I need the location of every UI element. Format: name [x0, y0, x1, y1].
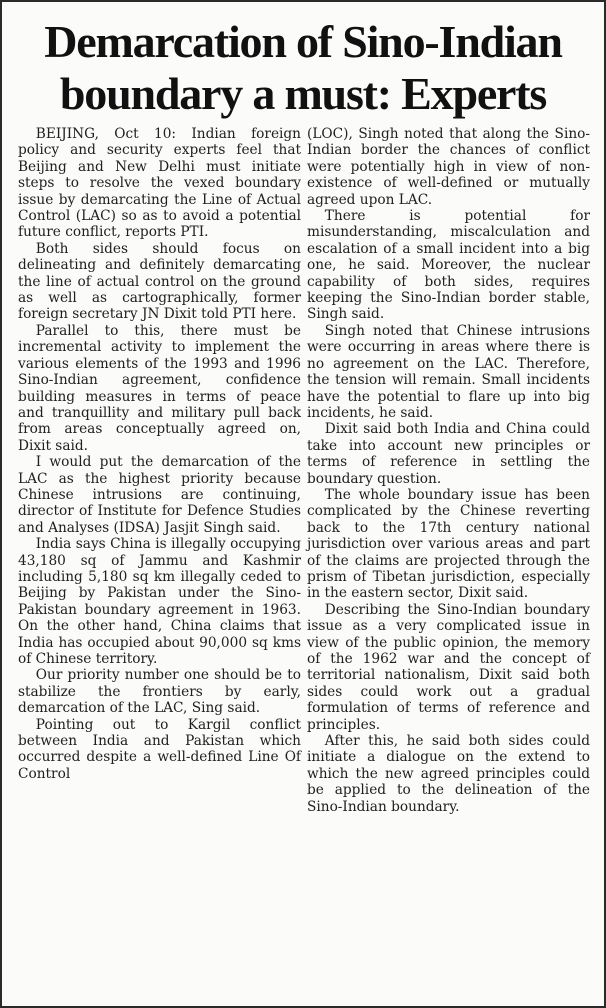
headline-line-2: boundary a must: Experts: [59, 68, 547, 119]
article-column-right: [307, 126, 590, 998]
headline: [2, 2, 604, 124]
paragraph: Our priority number one should be to stabilize the frontiers by early, demarcation of the LAC, Sing said.: [18, 667, 301, 717]
paragraph: The whole boundary issue has been complicated by the Chinese reverting back to the 17th century national jurisdiction over various areas and part of the claims are projected through the prism of Tibetan jurisdiction, especially in the eastern sector, Dixit said.: [307, 486, 590, 602]
paragraph: Both sides should focus on delineating and definitely demarcating the line of actual control on the ground as well as cartographically, former foreign secretary JN Dixit told PTI here.: [18, 240, 301, 323]
paragraph: Parallel to this, there must be incremental activity to implement the various elements of the 1993 and 1996 Sino-Indian agreement, confidence building measures in terms of peace and tranquillity and military pull back from areas conceptually agreed on, Dixit said.: [18, 322, 301, 454]
paragraph-continued: (LOC), Singh noted that along the Sino-Indian border the chances of conflict were potentially high in view of non-existence of well-defined or mutually agreed upon LAC.: [307, 126, 590, 208]
paragraph: Singh noted that Chinese intrusions were occurring in areas where there is no agreement on the LAC. Therefore, the tension will remain. Small incidents have the potential to flare up into big incidents, he said.: [307, 322, 590, 421]
article-body: [18, 126, 590, 998]
paragraph: Pointing out to Kargil conflict between India and Pakistan which occurred despite a well-defined Line Of Control: [18, 716, 301, 782]
paragraph: BEIJING, Oct 10: Indian foreign policy and security experts feel that Beijing and New Delhi must initiate steps to resolve the vexed boundary issue by demarcating the Line of Actual Control (LAC) so as to avoid a potential future conflict, reports PTI.: [18, 126, 301, 241]
article-column-left: [18, 126, 301, 998]
paragraph: There is potential for misunderstanding, miscalculation and escalation of a small incident into a big one, he said. Moreover, the nuclear capability of both sides, requires keeping the Sino-Indian border stable, Singh said.: [307, 208, 590, 323]
paragraph: Describing the Sino-Indian boundary issue as a very complicated issue in view of the public opinion, the memory of the 1962 war and the concept of territorial nationalism, Dixit said both sides could work out a gradual formulation of terms of reference and principles.: [307, 601, 590, 733]
paragraph: After this, he said both sides could initiate a dialogue on the extend to which the new agreed principles could be applied to the delineation of the Sino-Indian boundary.: [307, 733, 590, 815]
paragraph: I would put the demarcation of the LAC as the highest priority because Chinese intrusions are continuing, director of Institute for Defence Studies and Analyses (IDSA) Jasjit Singh said.: [18, 454, 301, 536]
paragraph: Dixit said both India and China could take into account new principles or terms of reference in settling the boundary question.: [307, 421, 590, 487]
paragraph: India says China is illegally occupying 43,180 sq of Jammu and Kashmir including 5,180 sq km illegally ceded to Beijing by Pakistan under the Sino-Pakistan boundary agreement in 1963. On the other hand, China claims that India has occupied about 90,000 sq kms of Chinese territory.: [18, 536, 301, 667]
headline-line-1: Demarcation of Sino-Indian: [44, 16, 562, 67]
